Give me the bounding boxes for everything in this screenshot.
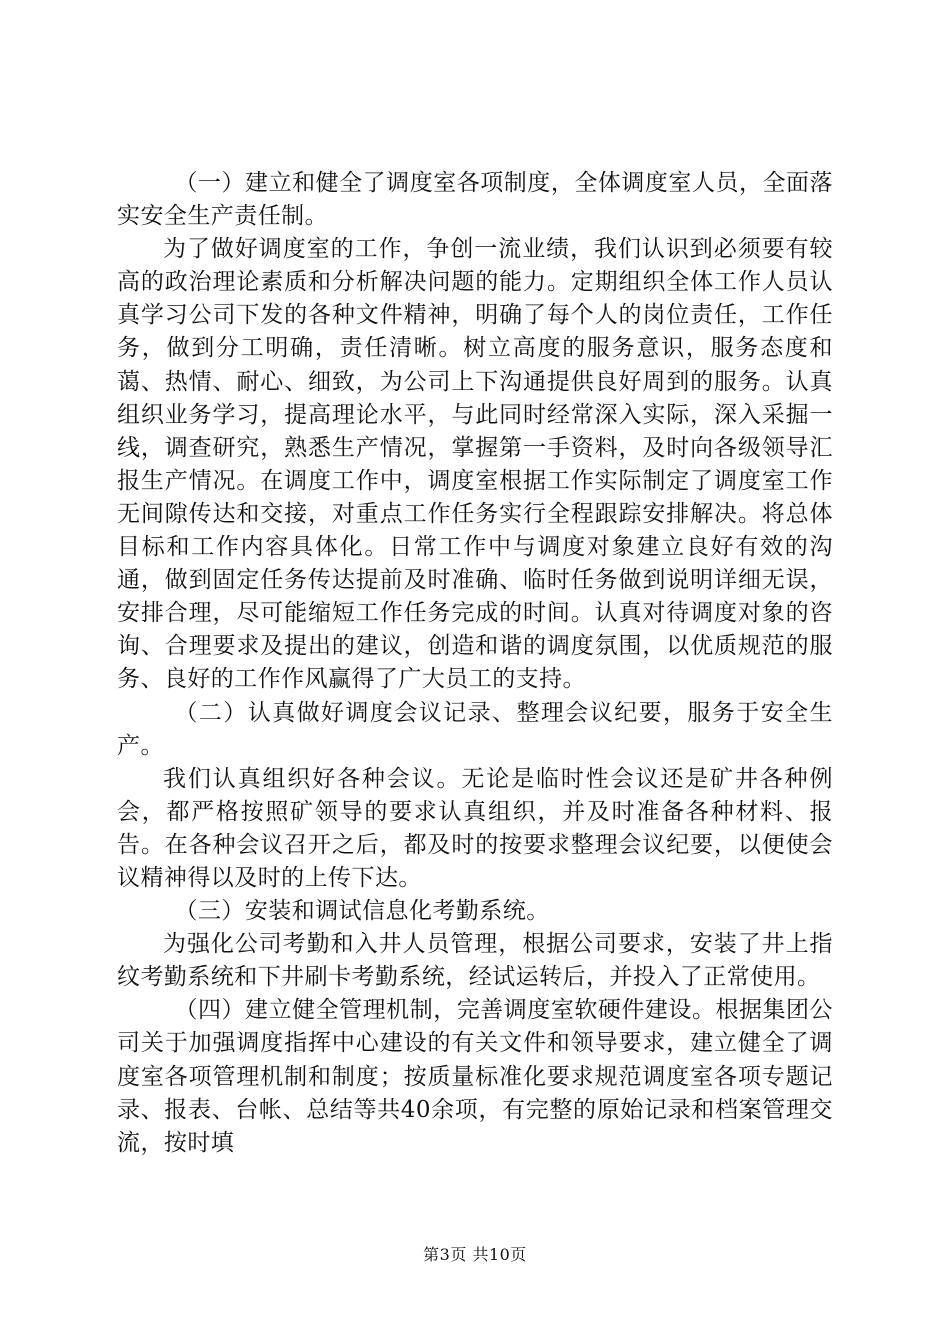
body-paragraph-2: 我们认真组织好各种会议。无论是临时性会议还是矿井各种例会，都严格按照矿领导的要求认真组织，并及时准备各种材料、报告。在各种会议召开之后，都及时的按要求整理会议纪要，以便使会议精神得以及时的上传下达。: [117, 765, 833, 891]
section-heading-1: （一）建立和健全了调度室各项制度，全体调度室人员，全面落实安全生产责任制。: [117, 170, 833, 230]
body-paragraph-1: 为了做好调度室的工作，争创一流业绩，我们认识到必须要有较高的政治理论素质和分析解决问题的能力。定期组织全体工作人员认真学习公司下发的各种文件精神，明确了每个人的岗位责任，工作任务，做到分工明确，责任清晰。树立高度的服务意识，服务态度和蔼、热情、耐心、细致，为公司上下沟通提供良好周到的服务。认真组织业务学习，提高理论水平，与此同时经常深入实际，深入采掘一线，调查研究，熟悉生产情况，掌握第一手资料，及时向各级领导汇报生产情况。在调度工作中，调度室根据工作实际制定了调度室工作无间隙传达和交接，对重点工作任务实行全程跟踪安排解决。将总体目标和工作内容具体化。日常工作中与调度对象建立良好有效的沟通，做到固定任务传达提前及时准确、临时任务做到说明详细无误，安排合理，尽可能缩短工作任务完成的时间。认真对待调度对象的咨询、合理要求及提出的建议，创造和谐的调度氛围，以优质规范的服务、良好的工作作风赢得了广大员工的支持。: [117, 236, 833, 693]
section-heading-4: （四）建立健全管理机制，完善调度室软硬件建设。根据集团公司关于加强调度指挥中心建设的有关文件和领导要求，建立健全了调度室各项管理机制和制度；按质量标准化要求规范调度室各项专题记录、报表、台帐、总结等共40余项，有完整的原始记录和档案管理交流，按时填: [117, 997, 833, 1156]
document-body: [117, 167, 833, 1160]
section-heading-2: （二）认真做好调度会议记录、整理会议纪要，服务于安全生产。: [117, 699, 833, 759]
page-number-footer: 第3页 共10页: [423, 1245, 527, 1264]
section-heading-3: （三）安装和调试信息化考勤系统。: [174, 898, 550, 925]
body-paragraph-3: 为强化公司考勤和入井人员管理，根据公司要求，安装了井上指纹考勤系统和下井刷卡考勤系统，经试运转后，并投入了正常使用。: [117, 931, 833, 991]
